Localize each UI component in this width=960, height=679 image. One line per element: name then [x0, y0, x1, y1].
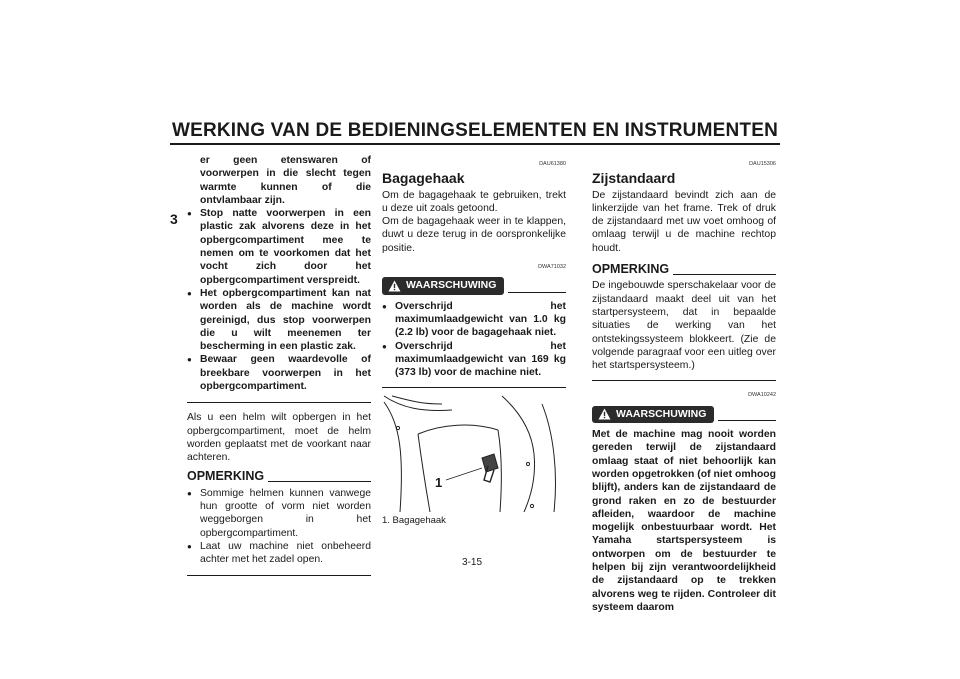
- opmerking-heading: [187, 470, 371, 483]
- warning-code: DWA71032: [538, 264, 566, 271]
- column-1: [187, 154, 371, 582]
- column-2: [382, 154, 566, 528]
- header-rule: [170, 143, 780, 145]
- helmet-paragraph: Als u een helm wilt opbergen in het opbergcompartiment, moet de helm worden geplaatst met de voorkant naar achteren.: [187, 412, 371, 464]
- bullet-continuation: er geen etenswaren of voorwerpen in die slecht tegen warmte kunnen of die ontvlambaar zijn.: [200, 155, 371, 206]
- column-3: [592, 154, 776, 614]
- warning-badge: [382, 277, 504, 294]
- list-item: ● Overschrijd het maximumlaadgewicht van 1.0 kg (2.2 lb) voor de bagagehaak niet.: [382, 300, 566, 340]
- divider: [382, 387, 566, 388]
- opmerking-label: OPMERKING: [187, 468, 265, 483]
- list-item: ● Stop natte voorwerpen in een plastic zak alvorens deze in het opbergcompartiment mee te nemen om te voorkomen dat het vocht zich door het opbergcompartiment verspreidt.: [187, 207, 371, 287]
- warning-heading: [382, 277, 566, 294]
- page-header-title: WERKING VAN DE BEDIENINGSELEMENTEN EN INSTRUMENTEN: [171, 120, 779, 141]
- paragraph: Om de bagagehaak te gebruiken, trekt u deze uit zoals getoond.: [382, 189, 566, 214]
- chapter-tab: 3: [170, 211, 178, 227]
- page-number: 3-15: [462, 557, 483, 568]
- list-item: ● Sommige helmen kunnen vanwege hun grootte of vorm niet worden weggeborgen in het opbergcompartiment.: [187, 487, 371, 540]
- figure-caption: 1. Bagagehaak: [382, 515, 446, 527]
- list-item: ● Overschrijd het maximumlaadgewicht van 169 kg (373 lb) voor de machine niet.: [382, 340, 566, 380]
- paragraph: De zijstandaard bevindt zich aan de linkerzijde van het frame. Trek of druk de zijstandaard met uw voet omhoog of omlaag terwijl u de machine rechtop houdt.: [592, 189, 776, 254]
- callout-label: 1: [435, 475, 443, 491]
- warning-code: DWA10242: [748, 392, 776, 399]
- list-item: ● Bewaar geen waardevolle of breekbare voorwerpen in het opbergcompartiment.: [187, 353, 371, 393]
- section-title: Bagagehaak: [382, 170, 465, 187]
- warning-text: Met de machine mag nooit worden gereden terwijl de zijstandaard omlaag staat of niet behoorlijk kan worden opgetrokken (of niet omhoog blijft), anders kan de zijstandaard de grond raken en zo de bestuurder afleiden, waardoor de machine mogelijk onbestuurbaar wordt. Het Yamaha startspersysteem is ontworpen om de bestuurder te helpen bij zijn verantwoordelijkheid de zijstandaard op te trekken alvorens weg te rijden. Controleer dit systeem daarom: [592, 429, 776, 613]
- divider: [187, 402, 371, 403]
- opmerking-label: OPMERKING: [592, 262, 670, 277]
- warning-label: WAARSCHUWING: [406, 279, 497, 292]
- divider: [592, 380, 776, 381]
- luggage-hook-illustration: [382, 394, 566, 512]
- section-code: DAU61380: [539, 161, 566, 167]
- list-item: ● Laat uw machine niet onbeheerd achter met het zadel open.: [187, 540, 371, 567]
- section-code: DAU15306: [749, 161, 776, 167]
- paragraph: Om de bagagehaak weer in te klappen, duwt u deze terug in de oorspronkelijke positie.: [382, 216, 566, 254]
- warning-triangle-icon: [388, 280, 401, 292]
- warning-badge: [592, 406, 714, 423]
- list-item: ● Het opbergcompartiment kan nat worden als de machine wordt gereinigd, dus stop voorwerpen die u wilt meenemen ter bescherming in een plastic zak.: [187, 287, 371, 353]
- opmerking-heading: [592, 263, 776, 276]
- divider: [187, 575, 371, 576]
- warning-heading: [592, 406, 776, 423]
- warning-label: WAARSCHUWING: [616, 407, 707, 420]
- note-paragraph: De ingebouwde sperschakelaar voor de zijstandaard maakt deel uit van het startpersysteem, dat in bepaalde situaties de werking van het ontstekingssysteem blokkeert. (Zie de volgende paragraaf voor een uitleg over het startspersysteem.): [592, 280, 776, 372]
- section-title: Zijstandaard: [592, 170, 676, 187]
- warning-triangle-icon: [598, 408, 611, 420]
